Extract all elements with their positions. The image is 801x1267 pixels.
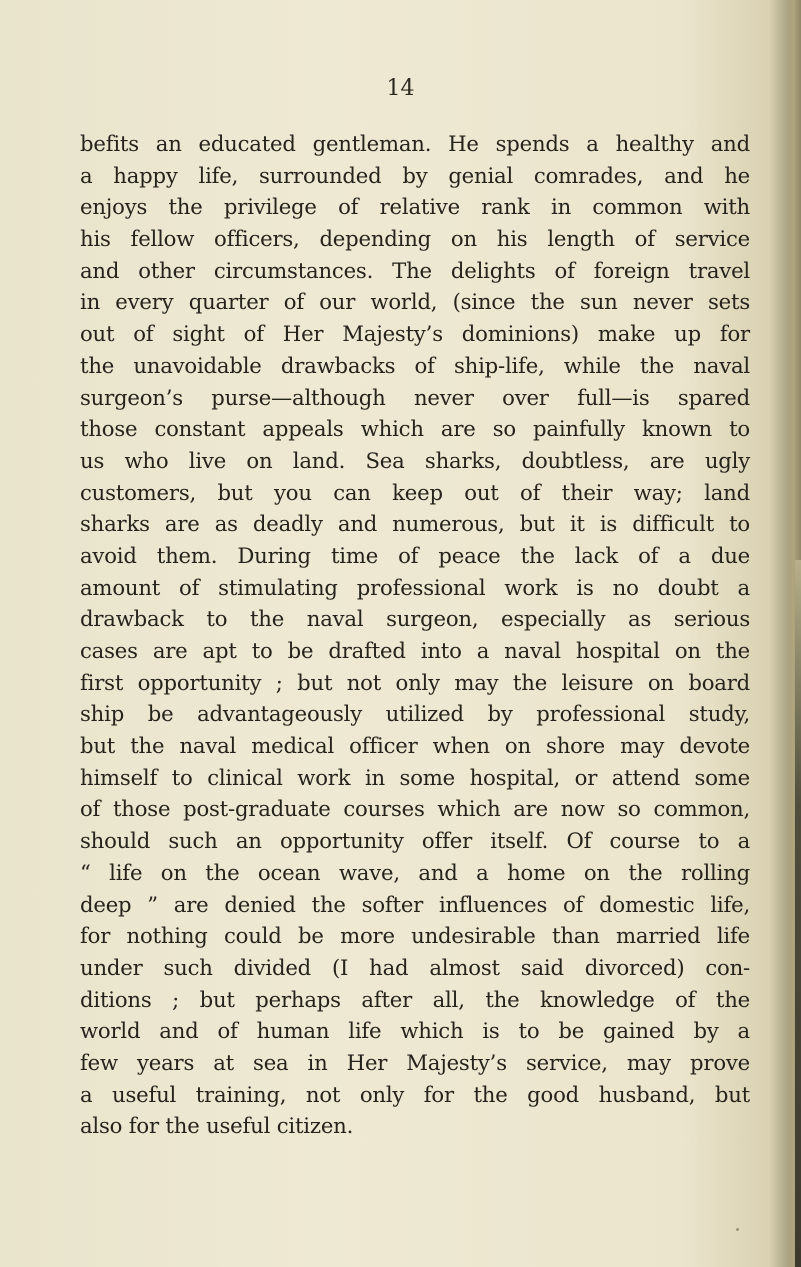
text-line: surgeon’s purse—although never over full—is spared — [80, 384, 750, 410]
text-line: enjoys the privilege of relative rank in common with — [80, 194, 750, 220]
text-line: a useful training, not only for the good husband, but — [80, 1081, 750, 1107]
text-line: and other circumstances. The delights of foreign travel — [80, 257, 750, 283]
text-line: us who live on land. Sea sharks, doubtless, are ugly — [80, 447, 750, 473]
text-line: world and of human life which is to be gained by a — [80, 1018, 750, 1044]
text-line-last: also for the useful citizen. — [80, 1113, 354, 1139]
text-line: ship be advantageously utilized by professional study, — [80, 701, 750, 727]
text-line: sharks are as deadly and numerous, but it is difficult to — [80, 511, 750, 537]
text-line: ditions ; but perhaps after all, the knowledge of the — [80, 986, 750, 1012]
binding-edge — [795, 560, 801, 1267]
text-line: should such an opportunity offer itself. Of course to a — [80, 828, 750, 854]
paper-speck — [736, 1228, 739, 1231]
text-line: amount of stimulating professional work is no doubt a — [80, 574, 750, 600]
text-line: of those post-graduate courses which are now so common, — [80, 796, 750, 822]
text-line: befits an educated gentleman. He spends a healthy and — [80, 131, 750, 156]
body-text — [80, 128, 750, 1142]
text-line: deep ” are denied the softer influences of domestic life, — [80, 891, 750, 917]
text-line: “ life on the ocean wave, and a home on the rolling — [80, 859, 750, 885]
text-line: the unavoidable drawbacks of ship-life, while the naval — [80, 352, 750, 378]
text-line: those constant appeals which are so painfully known to — [80, 416, 750, 442]
text-line: but the naval medical officer when on shore may devote — [80, 733, 750, 759]
text-line: in every quarter of our world, (since the sun never sets — [80, 289, 750, 315]
text-line: under such divided (I had almost said divorced) con- — [80, 954, 750, 980]
text-line: for nothing could be more undesirable than married life — [80, 923, 750, 949]
text-line: few years at sea in Her Majesty’s service, may prove — [80, 1049, 750, 1075]
text-line: avoid them. During time of peace the lack of a due — [80, 542, 750, 568]
page-number: 14 — [386, 76, 415, 101]
text-line: himself to clinical work in some hospital, or attend some — [80, 764, 750, 790]
text-line: out of sight of Her Majesty’s dominions) make up for — [80, 321, 750, 347]
text-line: customers, but you can keep out of their way; land — [80, 479, 750, 505]
text-line: cases are apt to be drafted into a naval hospital on the — [80, 638, 750, 663]
text-line: drawback to the naval surgeon, especially as serious — [80, 606, 750, 632]
text-line: his fellow officers, depending on his length of service — [80, 226, 750, 252]
text-line: a happy life, surrounded by genial comrades, and he — [80, 162, 750, 188]
text-line: first opportunity ; but not only may the leisure on board — [80, 669, 750, 695]
